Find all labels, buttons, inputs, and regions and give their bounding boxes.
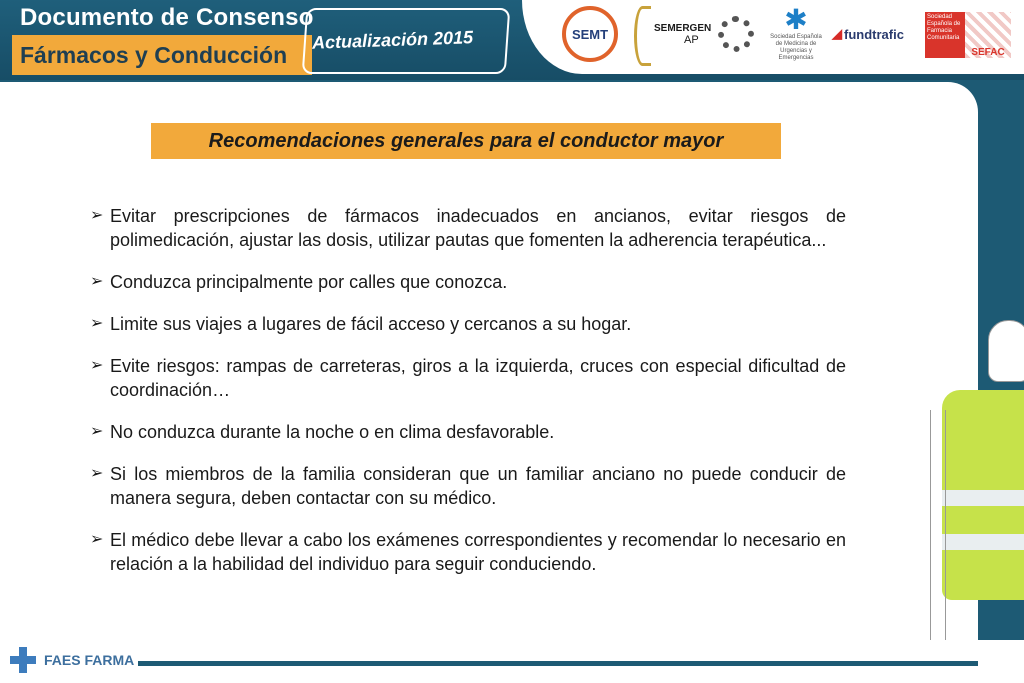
person-head: [988, 320, 1024, 382]
seeu-logo: [766, 6, 826, 62]
arrow-bullet-icon: ➢: [90, 465, 104, 482]
list-item: [90, 528, 846, 576]
list-item-text: Evitar prescripciones de fármacos inadecuados en ancianos, evitar riesgos de polimedicación, ajustar las dosis, utilizar pautas que fomenten la adherencia terapéutica...: [110, 206, 846, 250]
document-title: Documento de Consenso: [20, 4, 314, 31]
semergen-logo: [630, 6, 710, 62]
vest-reflective-stripe: [942, 534, 1024, 550]
footer: [0, 640, 1024, 683]
seeu-caption: Sociedad Española de Medicina de Urgencias y Emergencias: [770, 34, 822, 61]
sefac-label: SEFAC: [971, 47, 1005, 58]
faes-cross-icon: [10, 647, 36, 673]
person-safety-vest-illustration: [930, 320, 1024, 660]
list-item-text: Conduzca principalmente por calles que conozca.: [110, 272, 508, 292]
list-item: [90, 204, 846, 252]
update-label: Actualización 2015: [311, 27, 474, 53]
recommendations-list: [90, 204, 846, 594]
sefac-box: Sociedad Española de Farmacia Comunitaria: [925, 12, 965, 58]
list-item: [90, 312, 846, 336]
fundtrafic-label: fundtrafic: [844, 26, 904, 42]
list-item-text: El médico debe llevar a cabo los exámenes correspondientes y recomendar lo necesario en relación a la habilidad del individuo para seguir conduciendo.: [110, 530, 846, 574]
person-arm: [930, 410, 946, 640]
arrow-bullet-icon: ➢: [90, 207, 104, 224]
arrow-bullet-icon: ➢: [90, 315, 104, 332]
cog-icon: [718, 16, 754, 52]
list-item-text: Evite riesgos: rampas de carreteras, giros a la izquierda, cruces con especial dificultad de coordinación…: [110, 356, 846, 400]
list-item-text: No conduzca durante la noche o en clima desfavorable.: [110, 422, 555, 442]
list-item: [90, 270, 846, 294]
header-banner: [0, 0, 1024, 80]
footer-brand: FAES FARMA: [44, 652, 135, 668]
cog-emblem-logo: [714, 6, 758, 62]
list-item: [90, 420, 846, 444]
sefac-mosaic: [965, 12, 1011, 58]
vest-reflective-stripe: [942, 490, 1024, 506]
section-heading: Recomendaciones generales para el conductor mayor: [208, 130, 724, 152]
semergen-swoosh-icon: [634, 6, 651, 66]
list-item-text: Limite sus viajes a lugares de fácil acceso y cercanos a su hogar.: [110, 314, 632, 334]
arrow-bullet-icon: ➢: [90, 273, 104, 290]
star-of-life-icon: ✱: [784, 4, 808, 35]
subtitle-box: [12, 35, 312, 75]
section-heading-bar: [151, 123, 781, 159]
semergen-label: SEMERGEN: [654, 22, 712, 34]
semt-gear-icon: [562, 6, 618, 62]
arrow-bullet-icon: ➢: [90, 531, 104, 548]
list-item: [90, 354, 846, 402]
logos-panel: [522, 0, 1024, 74]
semt-logo: [558, 6, 622, 62]
list-item: [90, 462, 846, 510]
fundtrafic-logo: [826, 6, 910, 62]
semergen-ap-label: AP: [684, 33, 699, 46]
semt-label: SEMT: [571, 26, 609, 42]
arrow-bullet-icon: ➢: [90, 357, 104, 374]
footer-rule: [138, 661, 978, 666]
document-subtitle: Fármacos y Conducción: [20, 42, 288, 68]
list-item-text: Si los miembros de la familia consideran que un familiar anciano no puede conducir de manera segura, deben contactar con su médico.: [110, 464, 846, 508]
arrow-bullet-icon: ➢: [90, 423, 104, 440]
fundtrafic-mark-icon: ◢: [832, 26, 843, 41]
sefac-logo: [922, 12, 1014, 58]
